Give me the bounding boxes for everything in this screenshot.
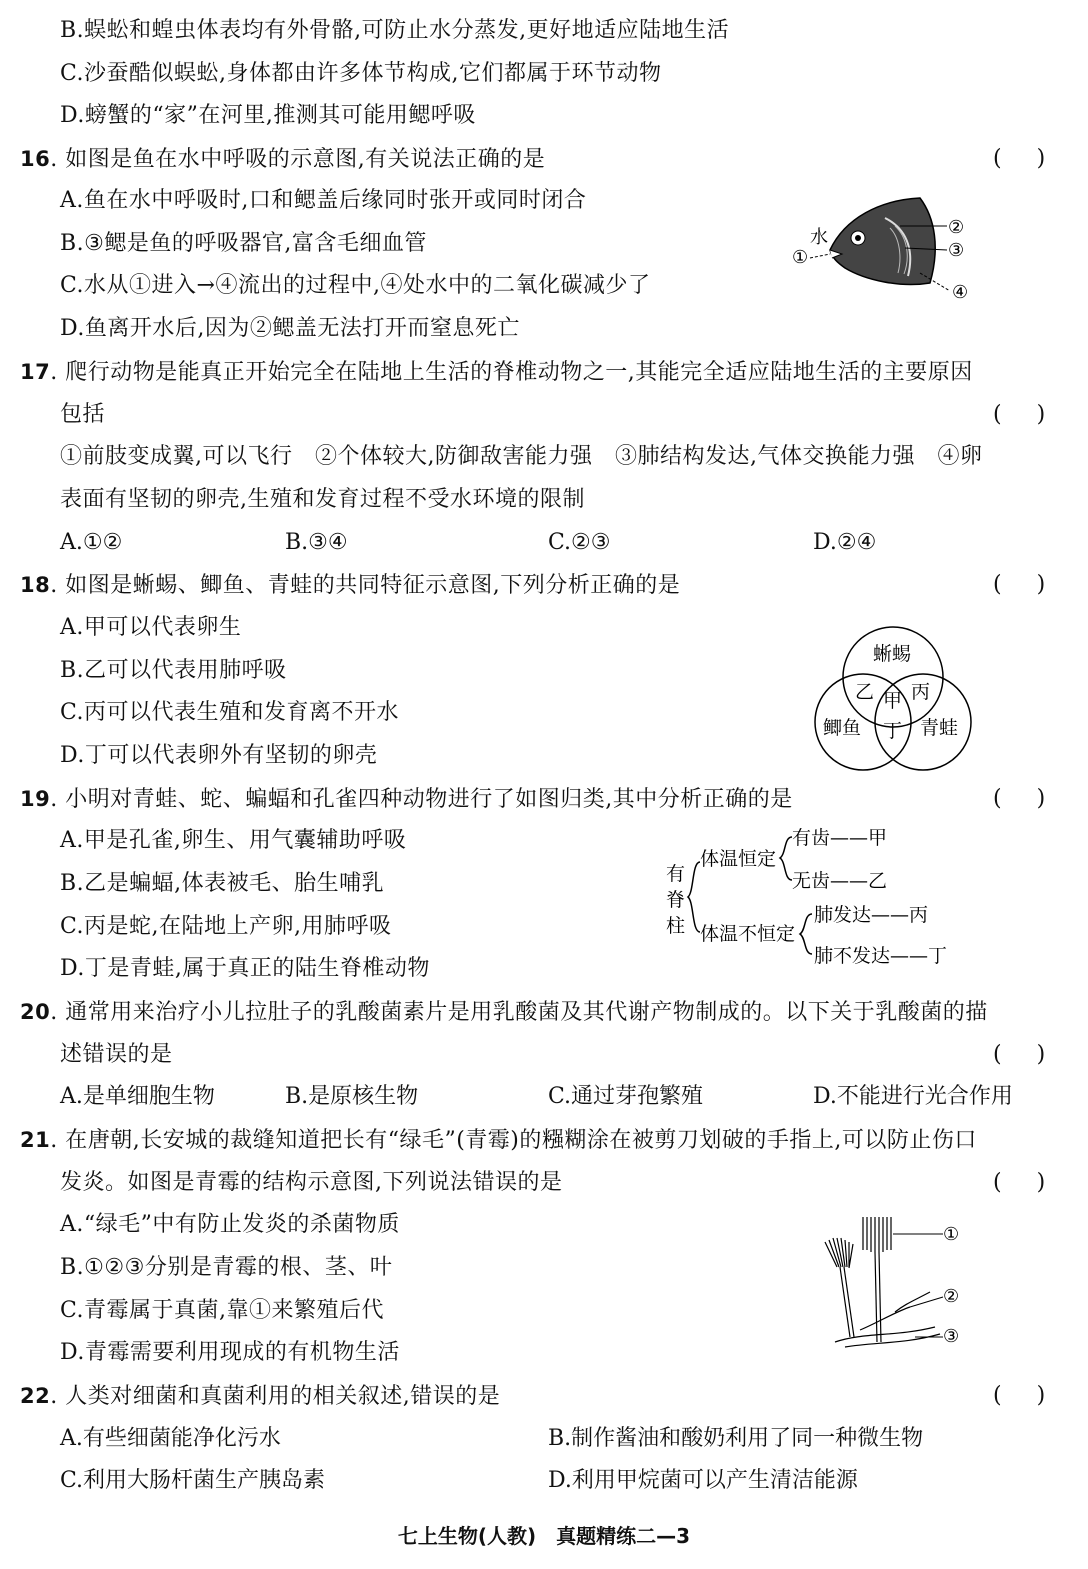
- q17-option-c: C.②③: [548, 530, 611, 555]
- q20-answer-blank: ( ): [993, 1042, 1046, 1067]
- q20-number: 20: [20, 1000, 51, 1024]
- fish-label: 鲫鱼: [823, 717, 862, 739]
- frog-label: 青蛙: [920, 717, 959, 739]
- lung-label: 肺发达——丙: [814, 904, 929, 926]
- region-jia: 甲: [883, 690, 903, 712]
- q17-option-d: D.②④: [813, 530, 877, 555]
- region-bing: 丙: [911, 681, 931, 703]
- q19-option-b: B.乙是蝙蝠,体表被毛、胎生哺乳: [60, 871, 385, 896]
- q19-stem: [20, 784, 793, 815]
- no-lung-label: 肺不发达——丁: [814, 945, 948, 967]
- q19-stem-text: . 小明对青蛙、蛇、蝙蝠和孔雀四种动物进行了如图归类,其中分析正确的是: [50, 787, 793, 812]
- q22-number: 22: [20, 1384, 51, 1408]
- q18-answer-blank: ( ): [993, 572, 1046, 597]
- region-yi: 乙: [855, 681, 875, 703]
- label-2: ②: [943, 1286, 960, 1307]
- q18-stem-text: . 如图是蜥蜴、鲫鱼、青蛙的共同特征示意图,下列分析正确的是: [50, 573, 681, 598]
- q16-answer-blank: ( ): [993, 146, 1046, 171]
- q19-number: 19: [20, 787, 51, 811]
- q17-stem-line2: 包括: [60, 402, 106, 427]
- q17-stem-line1: [20, 357, 973, 388]
- q22-option-b: B.制作酱油和酸奶利用了同一种微生物: [548, 1426, 924, 1451]
- fish-head-shape: [830, 198, 935, 285]
- q18-option-a: A.甲可以代表卵生: [60, 615, 242, 640]
- q21-option-b: B.①②③分别是青霉的根、茎、叶: [60, 1255, 393, 1280]
- q21-stem-line2: 发炎。如图是青霉的结构示意图,下列说法错误的是: [60, 1170, 563, 1195]
- q22-stem-text: . 人类对细菌和真菌利用的相关叙述,错误的是: [50, 1384, 501, 1409]
- q21-stem-text: . 在唐朝,长安城的裁缝知道把长有“绿毛”(青霉)的糨糊涂在被剪刀划破的手指上,可以防止伤口: [50, 1128, 977, 1153]
- root-char-1: 有: [666, 863, 686, 885]
- q20-option-d: D.不能进行光合作用: [813, 1084, 1013, 1109]
- q22-option-a: A.有些细菌能净化污水: [60, 1426, 281, 1451]
- q21-option-d: D.青霉需要利用现成的有机物生活: [60, 1340, 400, 1365]
- q22-option-d: D.利用甲烷菌可以产生清洁能源: [548, 1468, 858, 1493]
- q20-option-b: B.是原核生物: [285, 1084, 419, 1109]
- label-1: ①: [792, 247, 809, 268]
- q18-option-b: B.乙可以代表用肺呼吸: [60, 658, 287, 683]
- lizard-label: 蜥蜴: [873, 643, 912, 665]
- q18-number: 18: [20, 573, 51, 597]
- q19-option-c: C.丙是蛇,在陆地上产卵,用肺呼吸: [60, 914, 392, 939]
- penicillium-drawing: [825, 1217, 940, 1347]
- classification-tree-figure: [660, 822, 980, 972]
- root-char-2: 脊: [666, 889, 686, 911]
- label-3: ③: [948, 240, 965, 261]
- warm-brace: [780, 837, 792, 880]
- q17-items-line2: 表面有坚韧的卵壳,生殖和发育过程不受水环境的限制: [60, 487, 585, 512]
- cold-label: 体温不恒定: [700, 923, 796, 945]
- q16-stem: [20, 144, 545, 175]
- q18-option-c: C.丙可以代表生殖和发育离不开水: [60, 700, 400, 725]
- label-1: ①: [943, 1224, 960, 1245]
- q16-option-d: D.鱼离开水后,因为②鳃盖无法打开而窒息死亡: [60, 316, 520, 341]
- q19-answer-blank: ( ): [993, 786, 1046, 811]
- root-char-3: 柱: [666, 915, 686, 937]
- water-label: 水: [810, 227, 828, 248]
- q20-option-a: A.是单细胞生物: [60, 1084, 215, 1109]
- q21-answer-blank: ( ): [993, 1170, 1046, 1195]
- q16-stem-text: . 如图是鱼在水中呼吸的示意图,有关说法正确的是: [50, 147, 546, 172]
- q17-stem-text: . 爬行动物是能真正开始完全在陆地上生活的脊椎动物之一,其能完全适应陆地生活的主要原因: [50, 360, 973, 385]
- cold-brace: [800, 914, 812, 954]
- lizard-circle: [843, 627, 943, 727]
- penicillium-figure: [815, 1212, 975, 1362]
- q20-stem-line1: [20, 997, 988, 1028]
- q16-option-b: B.③鳃是鱼的呼吸器官,富含毛细血管: [60, 231, 427, 256]
- q15-option-c: C.沙蚕酷似蜈蚣,身体都由许多体节构成,它们都属于环节动物: [60, 61, 662, 86]
- q19-option-d: D.丁是青蛙,属于真正的陆生脊椎动物: [60, 956, 430, 981]
- q22-stem: [20, 1381, 500, 1412]
- q22-answer-blank: ( ): [993, 1383, 1046, 1408]
- q18-stem: [20, 570, 680, 601]
- fish-breathing-figure: [790, 188, 990, 308]
- q21-option-c: C.青霉属于真菌,靠①来繁殖后代: [60, 1298, 385, 1323]
- q21-stem-line1: [20, 1125, 977, 1156]
- root-brace: [688, 862, 700, 932]
- label-3: ③: [943, 1326, 960, 1347]
- venn-diagram-figure: [808, 622, 978, 772]
- label-2: ②: [948, 217, 965, 238]
- q17-number: 17: [20, 360, 51, 384]
- q15-option-b: B.蜈蚣和蝗虫体表均有外骨骼,可防止水分蒸发,更好地适应陆地生活: [60, 18, 730, 43]
- no-teeth-label: 无齿——乙: [792, 870, 888, 892]
- page-footer: 七上生物(人教) 真题精练二—3: [397, 1524, 691, 1548]
- q20-option-c: C.通过芽孢繁殖: [548, 1084, 704, 1109]
- q18-option-d: D.丁可以代表卵外有坚韧的卵壳: [60, 743, 378, 768]
- q15-option-d: D.螃蟹的“家”在河里,推测其可能用鳃呼吸: [60, 103, 476, 128]
- q20-stem-line2: 述错误的是: [60, 1042, 173, 1067]
- q22-option-c: C.利用大肠杆菌生产胰岛素: [60, 1468, 326, 1493]
- q17-items-line1: ①前肢变成翼,可以飞行 ②个体较大,防御敌害能力强 ③肺结构发达,气体交换能力强 ④卵: [60, 444, 983, 469]
- q17-answer-blank: ( ): [993, 402, 1046, 427]
- q17-option-b: B.③④: [285, 530, 348, 555]
- q20-stem-text: . 通常用来治疗小儿拉肚子的乳酸菌素片是用乳酸菌及其代谢产物制成的。以下关于乳酸菌的描: [50, 1000, 988, 1025]
- q21-number: 21: [20, 1128, 51, 1152]
- label-4: ④: [952, 282, 969, 303]
- q17-option-a: A.①②: [60, 530, 123, 555]
- teeth-label: 有齿——甲: [792, 827, 888, 849]
- warm-label: 体温恒定: [700, 848, 777, 870]
- region-ding: 丁: [883, 720, 903, 742]
- q16-option-c: C.水从①进入→④流出的过程中,④处水中的二氧化碳减少了: [60, 273, 651, 298]
- q16-option-a: A.鱼在水中呼吸时,口和鳃盖后缘同时张开或同时闭合: [60, 188, 587, 213]
- q16-number: 16: [20, 147, 51, 171]
- q19-option-a: A.甲是孔雀,卵生、用气囊辅助呼吸: [60, 828, 407, 853]
- q21-option-a: A.“绿毛”中有防止发炎的杀菌物质: [60, 1212, 400, 1237]
